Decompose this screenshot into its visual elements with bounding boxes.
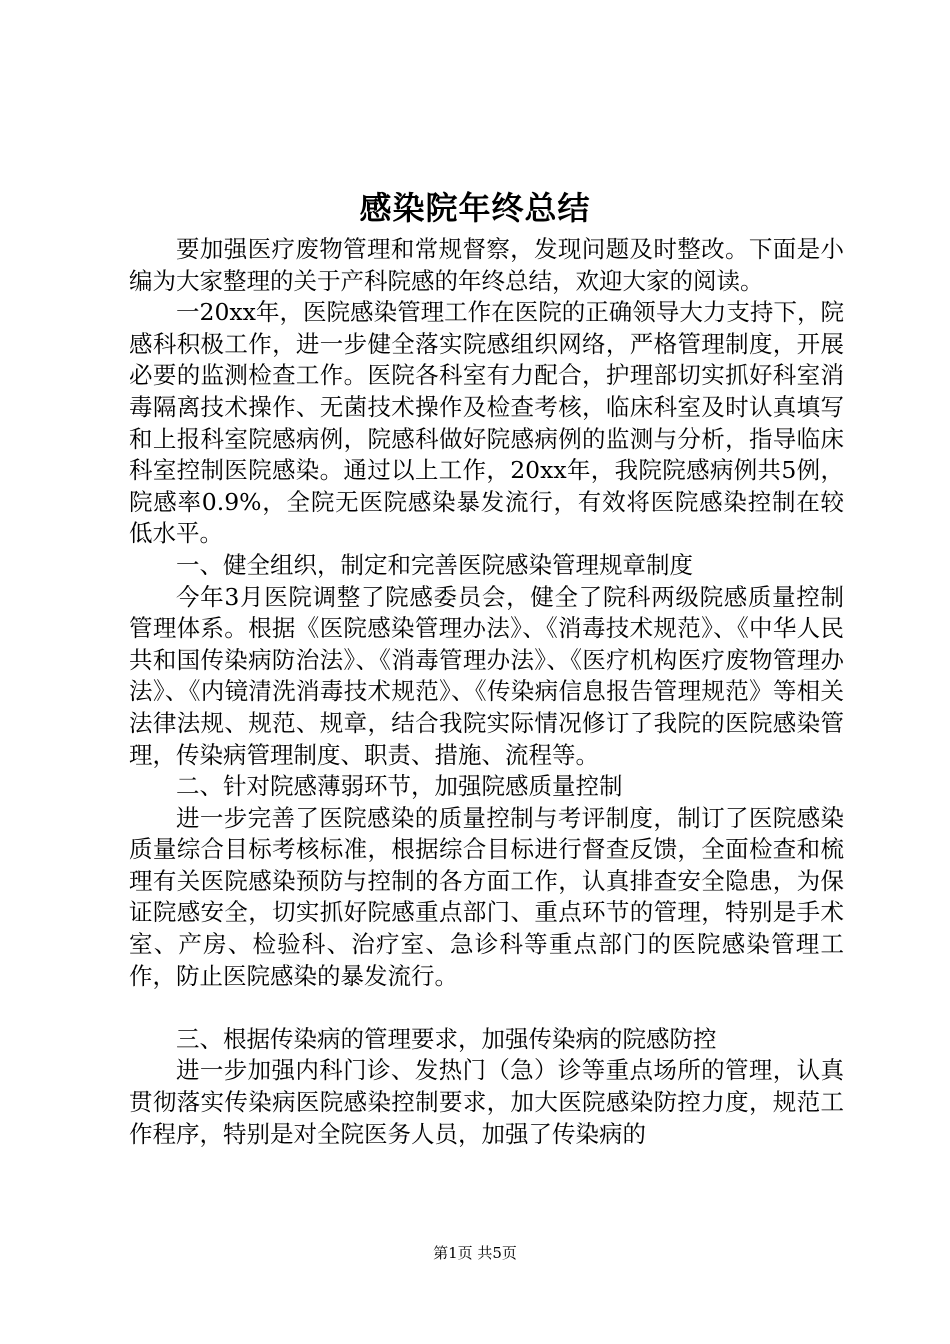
section-3-paragraph: 进一步加强内科门诊、发热门（急）诊等重点场所的管理，认真贯彻落实传染病医院感染控制要求，加大医院感染防控力度，规范工作程序，特别是对全院医务人员，加强了传染病的 <box>129 1056 844 1148</box>
section-heading-1: 一、健全组织，制定和完善医院感染管理规章制度 <box>176 550 693 579</box>
document-title: 感染院年终总结 <box>359 189 591 227</box>
summary-paragraph: 一20xx年，医院感染管理工作在医院的正确领导大力支持下，院感科积极工作，进一步健全落实院感组织网络，严格管理制度，开展必要的监测检查工作。医院各科室有力配合，护理部切实抓好科室消毒隔离技术操作、无菌技术操作及检查考核，临床科室及时认真填写和上报科室院感病例，院感科做好院感病例的监测与分析，指导临床科室控制医院感染。通过以上工作，20xx年，我院院感病例共5例，院感率0.9%，全院无医院感染暴发流行，有效将医院感染控制在较低水平。 <box>129 298 844 548</box>
section-2-paragraph: 进一步完善了医院感染的质量控制与考评制度，制订了医院感染质量综合目标考核标准，根据综合目标进行督查反馈，全面检查和梳理有关医院感染预防与控制的各方面工作，认真排查安全隐患，为保证院感安全，切实抓好院感重点部门、重点环节的管理，特别是手术室、产房、检验科、治疗室、急诊科等重点部门的医院感染管理工作，防止医院感染的暴发流行。 <box>129 803 844 990</box>
section-1-paragraph: 今年3月医院调整了院感委员会，健全了院科两级院感质量控制管理体系。根据《医院感染管理办法》、《消毒技术规范》、《中华人民共和国传染病防治法》、《消毒管理办法》、《医疗机构医疗废物管理办法》、《内镜清洗消毒技术规范》、《传染病信息报告管理规范》等相关法律法规、规范、规章，结合我院实际情况修订了我院的医院感染管理，传染病管理制度、职责、措施、流程等。 <box>129 582 844 769</box>
document-body <box>129 234 844 1150</box>
intro-paragraph: 要加强医疗废物管理和常规督察，发现问题及时整改。下面是小编为大家整理的关于产科院感的年终总结，欢迎大家的阅读。 <box>129 235 844 295</box>
section-heading-2: 二、针对院感薄弱环节，加强院感质量控制 <box>176 772 623 801</box>
section-heading-3: 三、根据传染病的管理要求，加强传染病的院感防控 <box>176 1024 717 1053</box>
page-number-footer: 第1页 共5页 <box>433 1244 517 1262</box>
blank-line <box>129 992 844 1024</box>
